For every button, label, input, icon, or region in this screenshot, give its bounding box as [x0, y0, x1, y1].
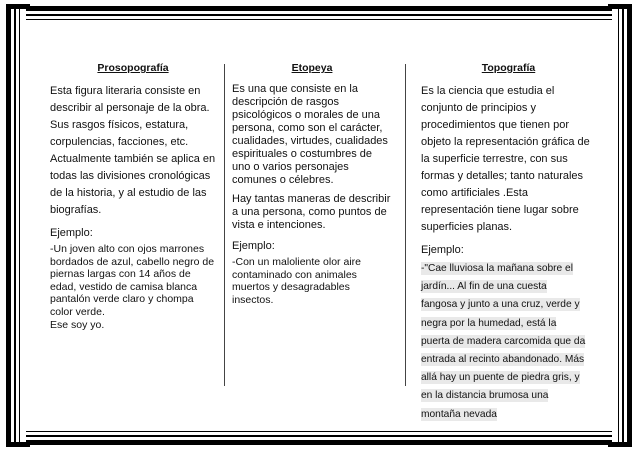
column-heading: Etopeya [291, 62, 333, 74]
example-quote [421, 260, 596, 424]
left-border [4, 4, 30, 447]
quote-line: negra por la humedad, está la [421, 317, 557, 329]
closing-text: Ese soy yo. [50, 318, 105, 331]
quote-line: -"Cae lluviosa la mañana sobre el [421, 263, 573, 274]
quote-line: en la distancia brumosa una [421, 390, 549, 402]
column-etopeya [232, 62, 392, 404]
quote-line: puerta de madera carcomida que da [421, 335, 586, 347]
example-label: Ejemplo: [421, 244, 464, 256]
quote-line: allá hay un puente de piedra gris, y [421, 372, 580, 384]
column-topografia [421, 62, 596, 420]
column-body: Esta figura literaria consiste en describir al personaje de la obra. Sus rasgos físicos, estatura, corpulencias, facciones, etc. Actualmente también se aplica en todas las divisiones cronológicas de la historia, y al estudio de las biografías. [50, 85, 216, 216]
quote-line: entrada al recinto abandonado. Más [421, 354, 585, 366]
example-text: -Un joven alto con ojos marrones bordados de azul, cabello negro de piernas largas con 14 años de edad, vestido de camisa blanca pantalón verde claro y chompa color verde. [50, 243, 215, 318]
column-prosopografia [50, 62, 216, 404]
example-label: Ejemplo: [232, 240, 275, 252]
bottom-border [26, 425, 612, 447]
column-divider [224, 64, 225, 386]
triptych-content [50, 62, 596, 420]
column-heading: Prosopografía [97, 62, 169, 74]
right-border [608, 4, 634, 447]
column-heading: Topografía [481, 62, 536, 74]
column-divider [405, 64, 406, 386]
quote-line: fangosa y junto a una cruz, verde y [421, 299, 580, 311]
column-body: Es una que consiste en la descripción de rasgos psicológicos o morales de una persona, como son el carácter, cualidades, virtudes, cualidades espirituales o costumbres de uno o varios personajes comunes o célebres. [232, 83, 388, 186]
column-body-2: Hay tantas maneras de describir a una persona, como puntos de vista e intenciones. [232, 193, 391, 231]
example-text: -Con un maloliente olor aire contaminado con animales muertos y desagradables insectos. [232, 256, 361, 306]
example-label: Ejemplo: [50, 227, 93, 239]
top-border [26, 4, 612, 26]
quote-line: jardín... Al fin de una cuesta [421, 281, 547, 293]
quote-line: montaña nevada [421, 408, 497, 420]
column-body: Es la ciencia que estudia el conjunto de principios y procedimientos que tienen por objeto la representación gráfica de la superficie terrestre, con sus formas y detalles; tanto naturales como artificiales .Esta representación tiene lugar sobre superficies planas. [421, 85, 590, 233]
